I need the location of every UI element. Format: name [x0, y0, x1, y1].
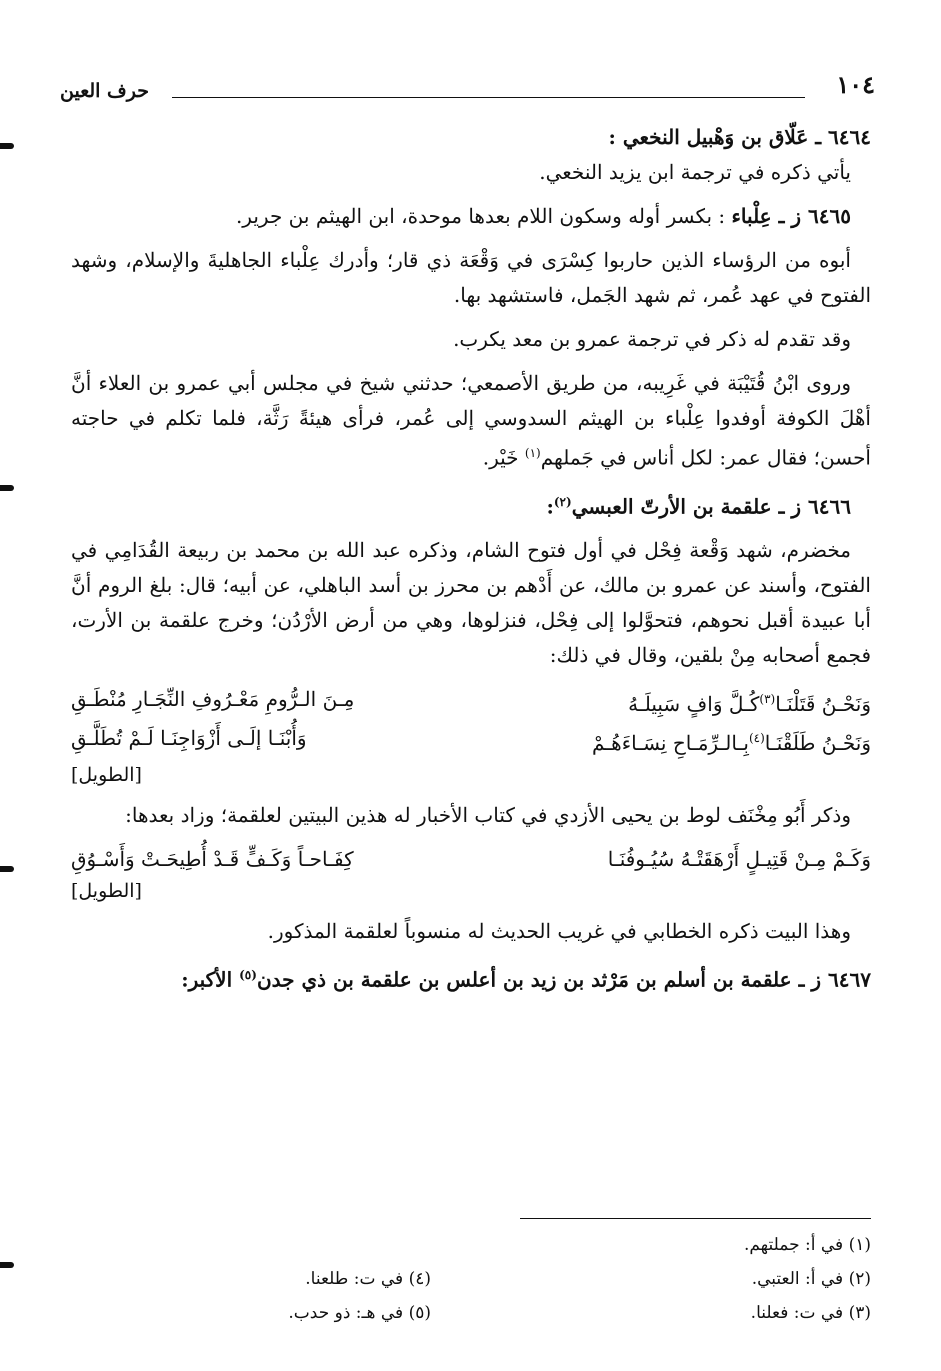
poem-meter: [الطويل] [71, 763, 142, 786]
page-number: ١٠٤ [836, 70, 875, 99]
verse-hemistich [501, 682, 871, 721]
poem-verse [71, 682, 871, 721]
footnote-ref: (٥) [239, 967, 257, 982]
footnote-ref: (٤) [748, 730, 765, 745]
footnote-ref: (٣) [759, 692, 776, 707]
verse-hemistich: مِـنَ الـرُّومِ مَعْـرُوفِ النِّجَـارِ مُنْطَـقِ [71, 687, 355, 712]
verse-hemistich [501, 721, 871, 760]
paragraph: أبوه من الرؤساء الذين حاربوا كِسْرَى في وَقْعَة ذي قار؛ وأدرك عِلْباء الجاهليةَ والإسلام، وشهد الفتوح في عهد عُمر، ثم شهد الجَمل، فاستشهد بها. [71, 248, 871, 307]
entry-title-6465 [71, 199, 871, 234]
poem-meter: [الطويل] [71, 879, 142, 902]
footnote-column [231, 1262, 431, 1330]
footnote-ref: (١) [524, 446, 541, 460]
scan-mark [0, 143, 14, 149]
verse-hemistich: كِفَـاحـاً وَكَـفٍّ قَـدْ أُطِيحَـتْ وَأَسْـوُقِ [71, 846, 354, 871]
entry-heading: ٦٤٦٧ ز ـ علقمة بن أسلم بن مَرْثد بن زيد بن أعلس بن علقمة بن ذي جدن [256, 967, 871, 992]
entry-heading: ٦٤٦٥ ز ـ عِلْباء [731, 204, 851, 228]
scan-mark [0, 866, 14, 872]
paragraph-text: خَيْر. [482, 445, 525, 470]
verse-hemistich: وَكَـمْ مِـنْ قَتِيـلٍ أَرْهَقَتْـهُ سُيُـوفُنَـا [607, 846, 871, 871]
footnote: (١) في أ: جملتهم. [743, 1235, 871, 1255]
footnote: (٣) في ت: فعلنا. [750, 1303, 871, 1323]
footnote-column [671, 1228, 871, 1330]
paragraph: وذكر أَبُو مِخْنَف لوط بن يحيى الأزدي في كتاب الأخبار له هذين البيتين لعلقمة؛ وزاد بعدها: [125, 802, 851, 827]
verse-hemistich: وَأُبْنَـا إلَـى أَزْوَاجِنَـا لَـمْ تُطَلَّـقِ [71, 725, 307, 750]
running-head: حرف العين [60, 80, 149, 102]
footnote-rule [520, 1218, 871, 1219]
verse-text: وَنَحْـنُ طَلَقْنَـا [764, 730, 871, 755]
verse-text: بِـالـرِّمَـاحِ نِسَـاءَهُـمْ [592, 730, 749, 755]
verse-text: كُـلَّ وَافٍ سَبِيلَـهُ [628, 691, 760, 716]
entry-heading: ٦٤٦٦ ز ـ علقمة بن الأرتّ العبسي [571, 494, 851, 519]
main-text [71, 120, 871, 997]
entry-title-6466 [71, 485, 871, 525]
paragraph: مخضرم، شهد وَقْعة فِحْل في أول فتوح الشام، وذكره عبد الله بن محمد بن ربيعة القُدَامِي في الفتوح، وأسند عن عمرو بن مالك، عن أَدْهم بن محرز بن أسد الباهلي، عن أبيه؛ قال: بلغ الروم أنَّ أبا عبيدة أقبل نحوهم، فتحوَّلوا إلى فِحْل، فنزلوها، وهي من أرض الأرْدُن؛ وخرج علقمة بن الأرت، فجمع أصحابه مِنْ بلقين، وقال في ذلك: [71, 538, 871, 668]
paragraph: وهذا البيت ذكره الخطابي في غريب الحديث له منسوباً لعلقمة المذكور. [267, 918, 851, 943]
header-rule [172, 97, 805, 98]
paragraph-text: وروى ابْنُ قُتَيْبَة في غَرِيبه، من طريق الأصمعي؛ حدثني شيخ في مجلس أبي عمرو بن العلاء أنَّ أهْلَ الكوفة أوفدوا عِلْباء بن الهيثم السدوسي إلى عُمر، فرأى هيئةً رَثَّة، فلما تكلم في حاجته أحسن؛ فقال عمر: لكل أناس في جَملهم [71, 371, 871, 470]
poem-verse [71, 721, 871, 760]
entry-title-6467 [71, 958, 871, 998]
poem-verse [71, 842, 871, 876]
page-header [60, 70, 875, 110]
footnote: (٥) في هـ: ذو حدب. [288, 1303, 431, 1323]
paragraph: وقد تقدم له ذكر في ترجمة عمرو بن معد يكرب. [453, 327, 851, 351]
footnote: (٤) في ت: طلعنا. [305, 1269, 431, 1289]
paragraph [71, 366, 871, 476]
entry-heading-end: الأكبر: [181, 967, 240, 992]
entry-title-6464: ٦٤٦٤ ـ عَلّاق بن وَهْبيل النخعي : [608, 125, 871, 149]
scan-mark [0, 485, 14, 491]
verse-text: وَنَحْـنُ قَتَلْنَـا [775, 691, 871, 716]
entry-heading-rest: : بكسر أوله وسكون اللام بعدها موحدة، ابن الهيثم بن جرير. [235, 204, 726, 228]
footnote-ref: (٢) [553, 494, 572, 509]
footnote: (٢) في أ: العتبي. [751, 1269, 871, 1289]
entry-text-6464: يأتي ذكره في ترجمة ابن يزيد النخعي. [539, 160, 851, 184]
scan-mark [0, 1262, 14, 1268]
entry-heading-end: : [546, 494, 554, 519]
